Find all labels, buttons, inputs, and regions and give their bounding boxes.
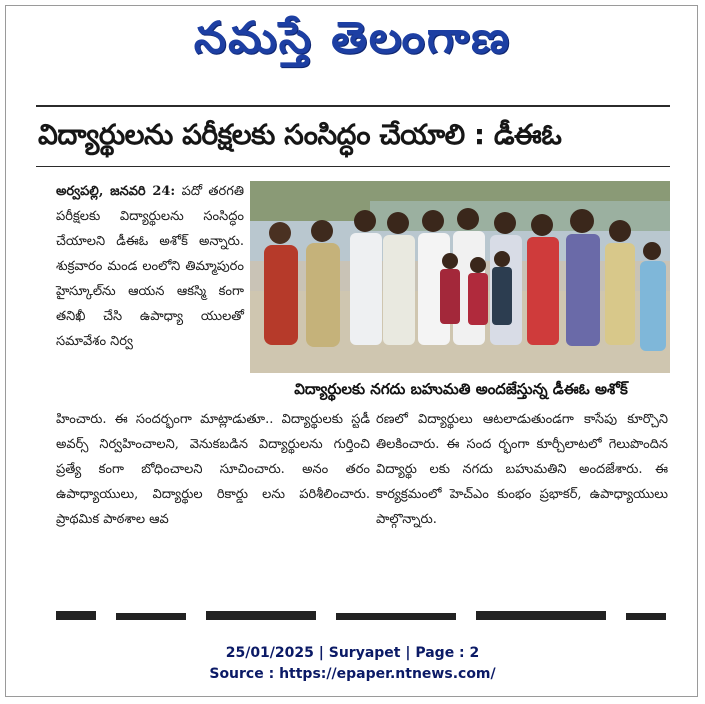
cut-off-next-headline <box>56 606 672 620</box>
cropped-text-fragment <box>56 607 672 620</box>
group-photo-illustration <box>250 181 670 373</box>
article-column-left <box>56 179 244 354</box>
article-body-part-1: పదో తరగతి పరీక్షలకు విద్యార్థులను సంసిద్ధం చేయాలని డీఈఓ అశోక్ అన్నారు. శుక్రవారం మండ లంలోని తిమ్మాపురం హైస్కూల్‌ను ఆయన ఆకస్మి కంగా తనిఖీ చేసి ఉపాధ్యా యులతో సమావేశం నిర్వ <box>56 184 244 349</box>
top-divider <box>36 105 670 107</box>
article-column-bottom-left: హించారు. ఈ సందర్భంగా మాట్లాడుతూ.. విద్యార్థులకు స్టడీ అవర్స్ నిర్వహించాలని, వెనుకబడిన విద్యార్థులను గుర్తించి ప్రత్యే కంగా బోధించాలని సూచించారు. అనం తరం ఉపాధ్యాయులు, విద్యార్థుల రికార్డు లను పరిశీలించారు. ప్రాథమిక పాఠశాల ఆవ <box>56 412 370 527</box>
headline-divider <box>36 166 670 167</box>
article-column-bottom-right: రణలో విద్యార్థులు ఆటలాడుతుండగా కాసేపు కూర్చొని తిలకించారు. ఈ సంద ర్భంగా కూర్చీలాటలో గెలుపొందిన విద్యార్థు లకు నగదు బహుమతిని అందజేశారు. ఈ కార్యక్రమంలో హెచ్‌ఎం కుంభం ప్రభాకర్, ఉపాధ్యాయులు పాల్గొన్నారు. <box>376 412 668 527</box>
article-photo <box>250 181 670 373</box>
source-footer <box>0 643 705 685</box>
photo-caption: విద్యార్థులకు నగదు బహుమతి అందజేస్తున్న డీఈఓ అశోక్ <box>294 380 628 398</box>
footer-source-url: Source : https://epaper.ntnews.com/ <box>209 666 496 682</box>
footer-date-page: 25/01/2025 | Suryapet | Page : 2 <box>225 645 480 661</box>
newspaper-masthead: నమస్తే తెలంగాణ <box>193 11 512 63</box>
article-headline: విద్యార్థులను పరీక్షలకు సంసిద్ధం చేయాలి : డీఈఓ <box>38 118 562 151</box>
article-dateline: అర్వపల్లి, జనవరి 24: <box>56 184 176 199</box>
